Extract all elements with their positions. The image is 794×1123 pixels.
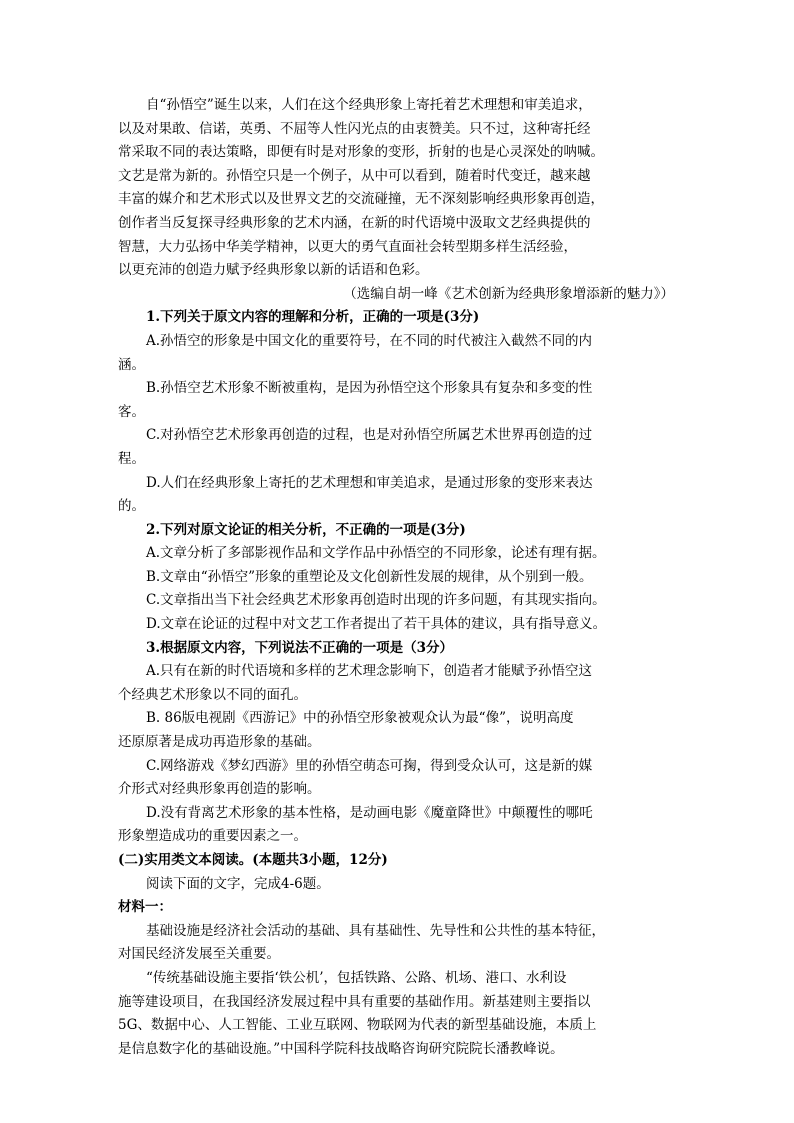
q2-option-b: B.文章由“孙悟空”形象的重塑论及文化创新性发展的规律，从个别到一般。 — [146, 568, 593, 585]
material-line: “传统基础设施主要指‘铁公机’，包括铁路、公路、机场、港口、水利设 — [146, 969, 567, 986]
material-line: 对国民经济发展至关重要。 — [118, 946, 280, 963]
q3-option-b: B. 86版电视剧《西游记》中的孙悟空形象被观众认为最“像”，说明高度 — [146, 710, 574, 727]
q3-option-d: D.没有背离艺术形象的基本性格，是动画电影《魔童降世》中颠覆性的哪吒 — [146, 804, 593, 821]
passage-line: 创作者当反复探寻经典形象的艺术内涵，在新的时代语境中汲取文艺经典提供的 — [118, 214, 591, 231]
q1-option-b: B.孙悟空艺术形象不断被重构，是因为孙悟空这个形象具有复杂和多变的性 — [146, 380, 593, 397]
question-3-stem: 3.根据原文内容，下列说法不正确的一项是（3分） — [146, 639, 453, 656]
passage-line: 丰富的媒介和艺术形式以及世界文艺的交流碰撞，无不深刻影响经典形象再创造， — [118, 191, 604, 208]
q2-option-a: A.文章分析了多部影视作品和文学作品中孙悟空的不同形象，论述有理有据。 — [146, 545, 606, 562]
section-2-instruction: 阅读下面的文字，完成4-6题。 — [146, 875, 330, 892]
q2-option-c: C.文章指出当下社会经典艺术形象再创造时出现的许多问题，有其现实指向。 — [146, 592, 606, 609]
q3-option-d-cont: 形象塑造成功的重要因素之一。 — [118, 828, 307, 845]
q3-option-c-cont: 介形式对经典形象再创造的影响。 — [118, 781, 321, 798]
q1-option-a-cont: 涵。 — [118, 356, 145, 373]
q1-option-c-cont: 程。 — [118, 450, 145, 467]
passage-line: 常采取不同的表达策略，即便有时是对形象的变形，折射的也是心灵深处的呐喊。 — [118, 144, 604, 161]
passage-line: 自“孙悟空”诞生以来，人们在这个经典形象上寄托着艺术理想和审美追求， — [146, 97, 592, 113]
q1-option-a: A.孙悟空的形象是中国文化的重要符号，在不同的时代被注入截然不同的内 — [146, 332, 593, 349]
q1-option-b-cont: 客。 — [118, 403, 145, 420]
question-1-stem: 1.下列关于原文内容的理解和分析，正确的一项是(3分) — [146, 309, 480, 326]
document-page — [118, 94, 680, 1061]
section-2-title: (二)实用类文本阅读。(本题共3小题，12分) — [118, 852, 388, 868]
q1-option-c: C.对孙悟空艺术形象再创造的过程，也是对孙悟空所属艺术世界再创造的过 — [146, 427, 593, 444]
passage-line: 以更充沛的创造力赋予经典形象以新的话语和色彩。 — [118, 262, 429, 279]
material-line: 是信息数字化的基础设施。”中国科学院科技战略咨询研究院院长潘教峰说。 — [118, 1040, 564, 1057]
material-1-heading: 材料一： — [118, 899, 172, 916]
q3-option-a: A.只有在新的时代语境和多样的艺术理念影响下，创造者才能赋予孙悟空这 — [146, 663, 593, 680]
q1-option-d: D.人们在经典形象上寄托的艺术理想和审美追求，是通过形象的变形来表达 — [146, 474, 593, 491]
q3-option-b-cont: 还原原著是成功再造形象的基础。 — [118, 734, 321, 751]
passage-line: 以及对果敢、信诺，英勇、不屈等人性闪光点的由衷赞美。只不过，这种寄托经 — [118, 120, 591, 137]
question-2-stem: 2.下列对原文论证的相关分析，不正确的一项是(3分) — [146, 521, 466, 538]
q3-option-a-cont: 个经典艺术形象以不同的面孔。 — [118, 686, 307, 703]
passage-line: 文艺是常为新的。孙悟空只是一个例子，从中可以看到，随着时代变迁，越来越 — [118, 167, 591, 184]
source-citation: （选编自胡一峰《艺术创新为经典形象增添新的魅力》） — [343, 285, 674, 302]
q2-option-d: D.文章在论证的过程中对文艺工作者提出了若干具体的建议，具有指导意义。 — [146, 616, 607, 633]
material-line: 基础设施是经济社会活动的基础、具有基础性、先导性和公共性的基本特征， — [146, 922, 605, 939]
material-line: 施等建设项目，在我国经济发展过程中具有重要的基础作用。新基建则主要指以 — [118, 993, 591, 1010]
q3-option-c: C.网络游戏《梦幻西游》里的孙悟空萌态可掬，得到受众认可，这是新的媒 — [146, 757, 593, 774]
q1-option-d-cont: 的。 — [118, 498, 145, 515]
material-line: 5G、数据中心、人工智能、工业互联网、物联网为代表的新型基础设施，本质上 — [118, 1017, 597, 1034]
passage-line: 智慧，大力弘扬中华美学精神，以更大的勇气直面社会转型期多样生活经验， — [118, 238, 577, 255]
